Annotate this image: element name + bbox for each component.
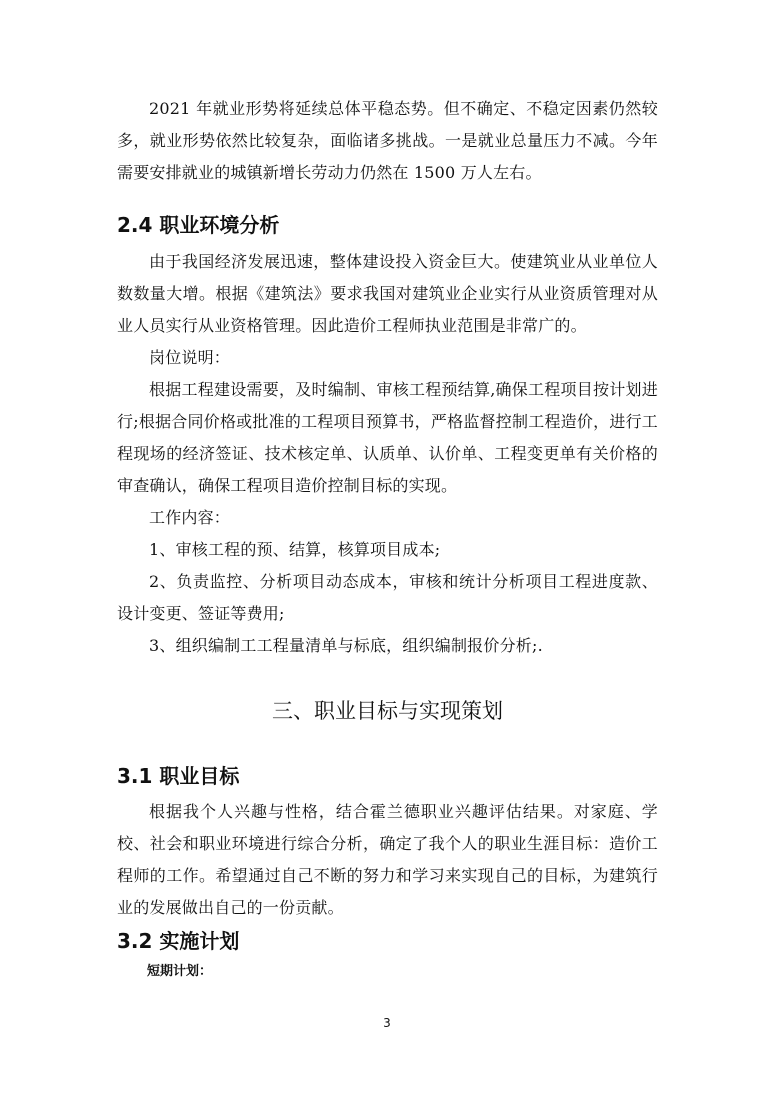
intro-paragraph: 2021 年就业形势将延续总体平稳态势。但不确定、不稳定因素仍然较多，就业形势依然比较复杂，面临诸多挑战。一是就业总量压力不减。今年需要安排就业的城镇新增长劳动力仍然在 1500 万人左右。 <box>117 99 658 182</box>
section-3-2 <box>117 927 658 955</box>
page-number: 3 <box>383 1016 391 1030</box>
intro-section <box>117 93 658 189</box>
section-2-4-body <box>117 246 658 662</box>
short-term-plan-label: 短期计划： <box>147 964 213 979</box>
section-heading-3-2: 3.2 实施计划 <box>117 929 240 953</box>
work-content-label: 工作内容： <box>149 508 231 527</box>
section-3-2-sub <box>147 962 688 982</box>
section-3-1 <box>117 762 658 790</box>
section-heading-2-4: 2.4 职业环境分析 <box>117 213 280 237</box>
job-desc-label: 岗位说明： <box>149 348 231 367</box>
work-item: 2、负责监控、分析项目动态成本，审核和统计分析项目工程进度款、设计变更、签证等费用; <box>117 572 658 623</box>
chapter-3 <box>117 696 658 726</box>
work-item: 1、审核工程的预、结算，核算项目成本; <box>149 540 441 559</box>
environment-paragraph: 由于我国经济发展迅速，整体建设投入资金巨大。使建筑业从业单位人数数量大增。根据《建筑法》要求我国对建筑业企业实行从业资质管理对从业人员实行从业资格管理。因此造价工程师执业范围是非常广的。 <box>117 252 658 335</box>
section-2-4 <box>117 211 658 239</box>
section-3-1-body <box>117 796 658 924</box>
section-heading-3-1: 3.1 职业目标 <box>117 764 240 788</box>
work-item: 3、组织编制工工程量清单与标底，组织编制报价分析;. <box>149 636 543 655</box>
career-goal-paragraph: 根据我个人兴趣与性格，结合霍兰德职业兴趣评估结果。对家庭、学校、社会和职业环境进行综合分析，确定了我个人的职业生涯目标：造价工程师的工作。希望通过自己不断的努力和学习来实现自己的目标，为建筑行业的发展做出自己的一份贡献。 <box>117 802 658 917</box>
chapter-title: 三、职业目标与实现策划 <box>272 699 503 723</box>
job-desc-paragraph: 根据工程建设需要，及时编制、审核工程预结算,确保工程项目按计划进行;根据合同价格或批准的工程项目预算书，严格监督控制工程造价，进行工程现场的经济签证、技术核定单、认质单、认价单、工程变更单有关价格的审查确认，确保工程项目造价控制目标的实现。 <box>117 380 658 495</box>
